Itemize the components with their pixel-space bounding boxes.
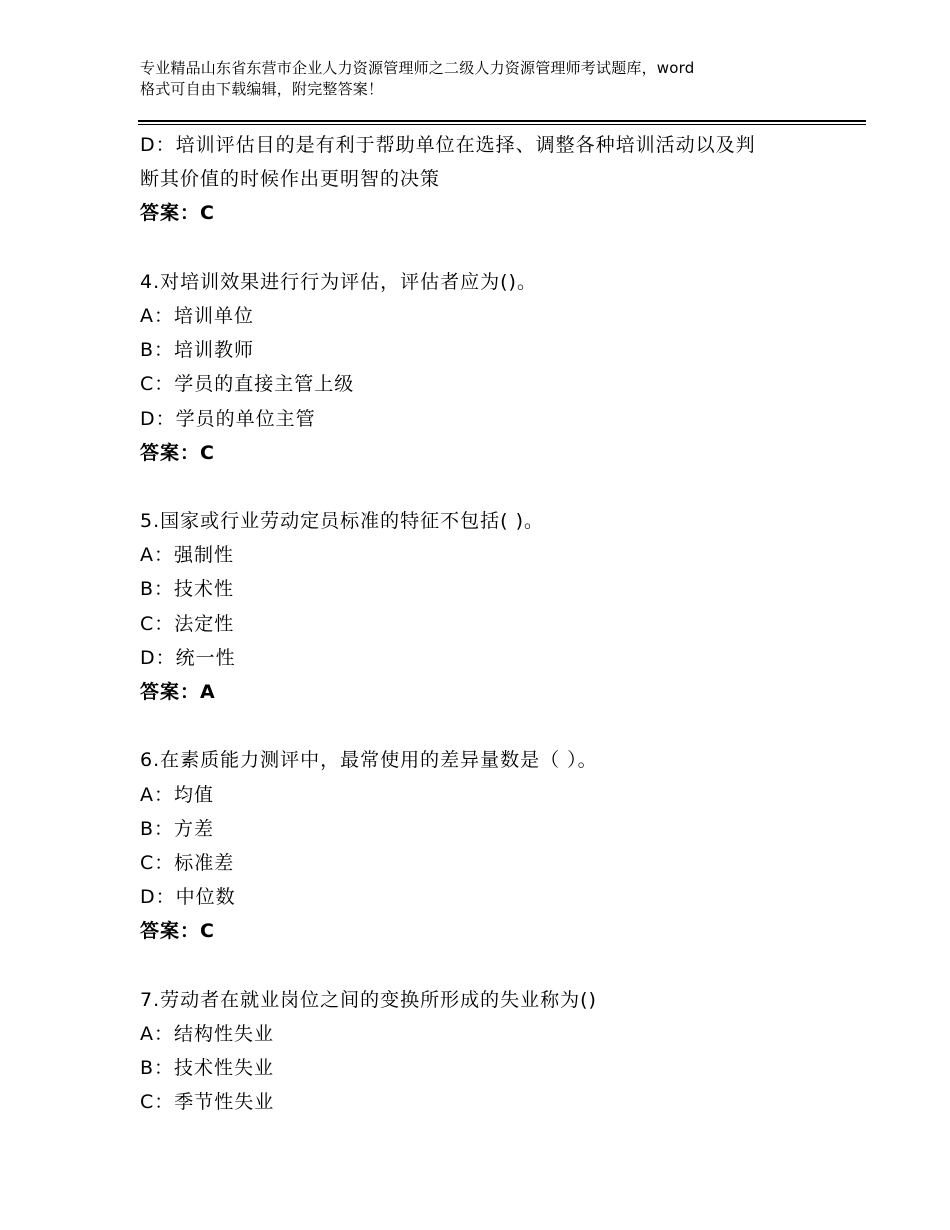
question-stem: 4.对培训效果进行行为评估，评估者应为()。	[140, 270, 537, 293]
header-divider	[138, 120, 866, 125]
option-d-continued: 断其价值的时候作出更明智的决策	[140, 168, 441, 191]
question-stem: 5.国家或行业劳动定员标准的特征不包括( )。	[140, 510, 544, 533]
option-a: A：培训单位	[140, 304, 254, 327]
spacer	[140, 949, 840, 983]
question-4	[140, 265, 840, 470]
option-d: D：中位数	[140, 886, 236, 909]
option-c: C：标准差	[140, 851, 235, 874]
question-5	[140, 504, 840, 709]
question-7	[140, 983, 840, 1120]
answer: 答案：A	[140, 681, 216, 703]
option-d: D：培训评估目的是有利于帮助单位在选择、调整各种培训活动以及判	[140, 134, 756, 156]
option-b: B：技术性	[140, 578, 235, 601]
option-d: D：学员的单位主管	[140, 407, 316, 430]
option-c: C：法定性	[140, 612, 235, 635]
answer: 答案：C	[140, 920, 215, 943]
header-title-line-2: 格式可自由下载编辑，附完整答案！	[140, 80, 384, 98]
question-stem: 6.在素质能力测评中，最常使用的差异量数是（ ）。	[140, 749, 598, 772]
option-b: B：培训教师	[140, 339, 255, 362]
option-c: C：学员的直接主管上级	[140, 373, 355, 396]
option-a: A：均值	[140, 783, 214, 806]
question-list	[140, 128, 840, 1119]
question-6	[140, 743, 840, 948]
option-d: D：统一性	[140, 646, 236, 669]
header-title-line-1: 专业精品山东省东营市企业人力资源管理师之二级人力资源管理师考试题库，word	[140, 59, 695, 77]
option-a: A：强制性	[140, 544, 234, 567]
option-b: B：技术性失业	[140, 1057, 275, 1080]
answer: 答案：C	[140, 202, 215, 225]
page-header	[140, 58, 840, 100]
answer: 答案：C	[140, 441, 215, 464]
question-stem: 7.劳动者在就业岗位之间的变换所形成的失业称为()	[140, 988, 597, 1011]
option-b: B：方差	[140, 817, 215, 840]
option-c: C：季节性失业	[140, 1091, 275, 1114]
question-3-continuation	[140, 128, 840, 231]
spacer	[140, 709, 840, 743]
spacer	[140, 231, 840, 265]
option-a: A：结构性失业	[140, 1022, 274, 1045]
spacer	[140, 470, 840, 504]
